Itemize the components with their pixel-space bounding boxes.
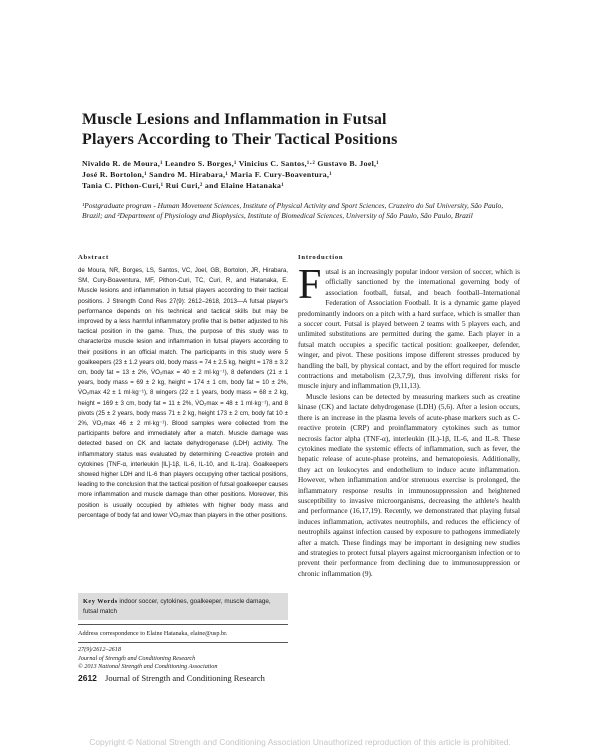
keywords-label: Key Words	[83, 598, 118, 605]
keywords-text: indoor soccer, cytokines, goalkeeper, muscle damage, futsal match	[83, 598, 271, 615]
abstract-heading: Abstract	[78, 254, 109, 261]
copyright-notice: Copyright © National Strength and Conditioning Association Unauthorized reproduction of this article is prohibited.	[89, 737, 511, 747]
page-footer	[78, 673, 265, 683]
author-list	[82, 158, 522, 191]
title-line-2: Players According to Their Tactical Positions	[82, 131, 398, 148]
volume-pages: 27(9)/2612–2618	[78, 645, 121, 653]
journal-footer: Journal of Strength and Conditioning Research	[105, 673, 265, 683]
intro-paragraph-2: Muscle lesions can be detected by measuring markers such as creatine kinase (CK) and lactate dehydrogenase (LDH) (5,6). After a lesion occurs, there is an increase in the plasma levels of acute-phase markers such as C-reactive protein (CRP) and proinflammatory cytokines such as tumor necrosis factor alpha (TNF-α), interleukin (IL)-1β, IL-6, and IL-8. These cytokines mediate the systemic effects of inflammation, such as fever, the hepatic release of acute-phase proteins, and hematopoiesis. Additionally, they act on leukocytes and endothelium to induce acute inflammation. However, when inflammation and/or strenuous exercise is prolonged, the inflammatory response results in immunosuppression and heightened susceptibility to invasive microorganisms, decreasing the athlete's health and performance (16,17,19). Recently, we demonstrated that playing futsal induces inflammation, activates neutrophils, and reduces the efficiency of neutrophils against infection caused by exposure to pathogens immediately after a match. These findings may be important in designing new studies and strategies to protect futsal players against microorganism infection or to prevent their performance from declining due to immunosuppression or chronic inflammation (9).	[298, 392, 520, 578]
correspondence-block	[78, 630, 288, 672]
introduction-heading: Introduction	[298, 254, 344, 261]
divider	[78, 642, 288, 643]
author-line-3: Tania C. Pithon-Curi,¹ Rui Curi,² and Elaine Hatanaka¹	[82, 181, 284, 190]
author-line-1: Nivaldo R. de Moura,¹ Leandro S. Borges,¹ Vinicius C. Santos,¹·² Gustavo B. Joel,¹	[82, 159, 379, 168]
affiliations: ¹Postgraduate program - Human Movement Sciences, Institute of Physical Activity and Sport Sciences, Cruzeiro do Sul University, São Paulo, Brazil; and ²Department of Physiology and Biophysics, Institute of Biomedical Sciences, University of São Paulo, São Paulo, Brazil	[82, 201, 504, 220]
copyright-line: © 2013 National Strength and Conditioning Association	[78, 663, 218, 671]
keywords-box	[78, 593, 288, 620]
divider	[78, 624, 288, 625]
drop-cap: F	[298, 262, 322, 308]
title-line-1: Muscle Lesions and Inflammation in Futsal	[82, 111, 387, 128]
article-title	[82, 110, 522, 150]
introduction-text	[298, 262, 520, 579]
intro-paragraph	[298, 262, 520, 392]
author-line-2: José R. Bortolon,¹ Sandro M. Hirabara,¹ Maria F. Cury-Boaventura,¹	[82, 170, 332, 179]
correspondence: Address correspondence to Elaine Hatanaka, elaine@usp.br.	[78, 630, 228, 637]
page-number: 2612	[78, 673, 97, 683]
intro-paragraph-1: utsal is an increasingly popular indoor version of soccer, which is officially sanctioned by the international governing body of association football, futsal, and beach football–International Federation of Association Football. It is a dynamic game played predominantly indoors on a pitch with a hard surface, which is smaller than a soccer court. Futsal is played between 2 teams with 5 players each, and unlimited substitutions are permitted during the game. Each player in a futsal match occupies a specific tactical position: goalkeeper, defender, winger, and pivot. These positions impose different stresses produced by handling the ball, by physical contact, and by the effort required for muscle contractions and metabolism (2,3,7,9), thus involving different risks for muscle injury and inflammation (9,11,13).	[298, 268, 520, 391]
abstract-text: de Moura, NR, Borges, LS, Santos, VC, Joel, GB, Bortolon, JR, Hirabara, SM, Cury-Boaventura, MF, Pithon-Curi, TC, Curi, R, and Hatanaka, E. Muscle lesions and inflammation in futsal players according to their tactical positions. J Strength Cond Res 27(9): 2612–2618, 2013—A futsal player's performance depends on his technical and tactical skills but may be improved by a less harmful inflammatory profile that is better adjusted to his tactical position in the game. Thus, the purpose of this study was to characterize muscle lesion and inflammation in futsal players according to their positions in an official match. The participants in this study were 5 goalkeepers (23 ± 1.2 years old, body mass = 74 ± 2.5 kg, height = 178 ± 3.2 cm, body fat = 13 ± 2%, V̇O₂max = 40 ± 2 ml·kg⁻¹), 8 defenders (21 ± 1 years, body mass = 69 ± 2 kg, height = 174 ± 1 cm, body fat = 10 ± 2%, V̇O₂max 42 ± 1 ml·kg⁻¹), 8 wingers (22 ± 1 years, body mass = 68 ± 2 kg, height = 169 ± 3 cm, body fat = 11 ± 2%, V̇O₂max = 48 ± 1 ml·kg⁻¹), and 8 pivots (25 ± 2 years, body mass 71 ± 2 kg, height 173 ± 2 cm, body fat 10 ± 2%, V̇O₂max 46 ± 2 ml·kg⁻¹). Blood samples were collected from the participants before and immediately after a match. Muscle damage was detected based on CK and lactate dehydrogenase (LDH) activity. The inflammatory status was evaluated by determining C-reactive protein and cytokines (TNF-α, interleukin [IL]-1β, IL-6, IL-10, and IL-1ra). Goalkeepers showed higher LDH and IL-6 than players occupying other tactical positions, leading to the conclusion that the tactical position of futsal goalkeeper causes more inflammation and muscle damage than other positions. Moreover, this position is usually occupied by athletes with higher body mass and percentage of body fat and lower V̇O₂max than players in the other positions.	[78, 267, 288, 519]
journal-name: Journal of Strength and Conditioning Research	[78, 654, 196, 662]
